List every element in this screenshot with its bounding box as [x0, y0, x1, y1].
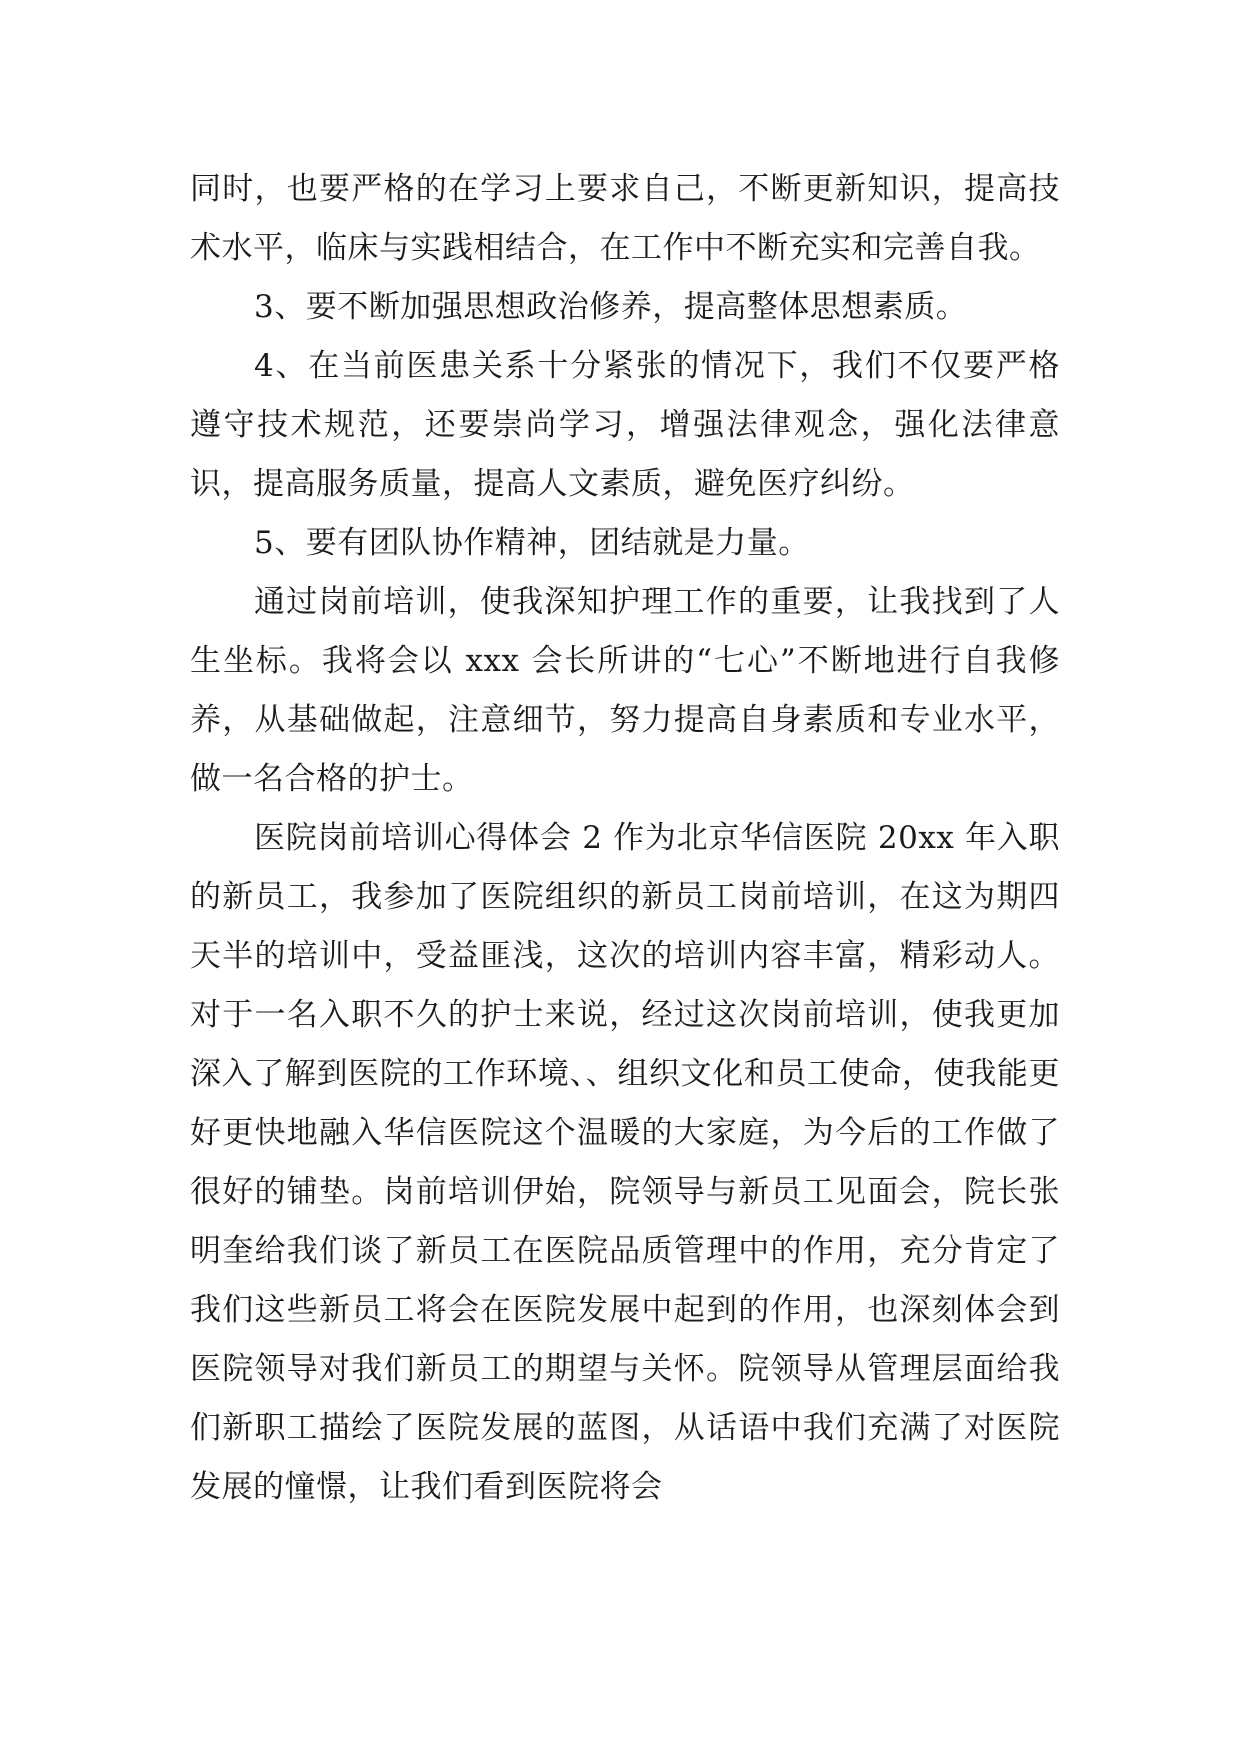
paragraph: 同时，也要严格的在学习上要求自己，不断更新知识，提高技术水平，临床与实践相结合，在工作中不断充实和完善自我。 [190, 171, 1060, 266]
document-body [190, 160, 1060, 1517]
paragraph: 4、在当前医患关系十分紧张的情况下，我们不仅要严格遵守技术规范，还要崇尚学习，增强法律观念，强化法律意识，提高服务质量，提高人文素质，避免医疗纠纷。 [190, 348, 1060, 502]
paragraph: 医院岗前培训心得体会 2 作为北京华信医院 20xx 年入职的新员工，我参加了医院组织的新员工岗前培训，在这为期四天半的培训中，受益匪浅，这次的培训内容丰富，精彩动人。对于一名入职不久的护士来说，经过这次岗前培训，使我更加深入了解到医院的工作环境、、组织文化和员工使命，使我能更好更快地融入华信医院这个温暖的大家庭，为今后的工作做了很好的铺垫。岗前培训伊始，院领导与新员工见面会，院长张明奎给我们谈了新员工在医院品质管理中的作用，充分肯定了我们这些新员工将会在医院发展中起到的作用，也深刻体会到医院领导对我们新员工的期望与关怀。院领导从管理层面给我们新职工描绘了医院发展的蓝图，从话语中我们充满了对医院发展的憧憬，让我们看到医院将会 [190, 820, 1060, 1505]
paragraph: 5、要有团队协作精神，团结就是力量。 [254, 525, 810, 561]
paragraph: 通过岗前培训，使我深知护理工作的重要，让我找到了人生坐标。我将会以 xxx 会长所讲的“七心”不断地进行自我修养，从基础做起，注意细节，努力提高自身素质和专业水平，做一名合格的护士。 [190, 584, 1060, 797]
paragraph: 3、要不断加强思想政治修养，提高整体思想素质。 [254, 289, 968, 325]
